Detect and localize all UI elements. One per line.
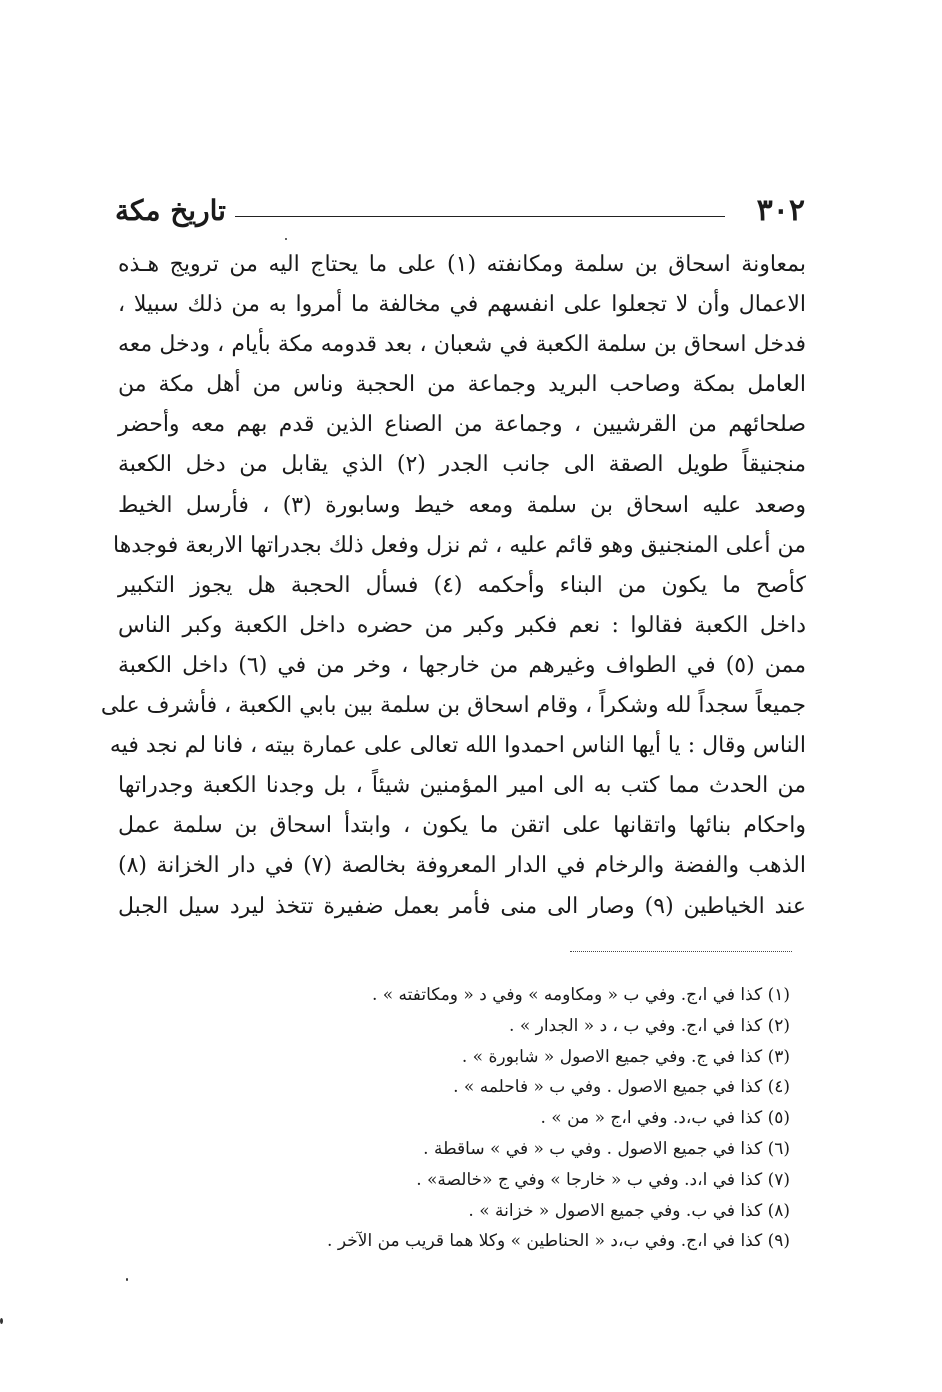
text-line: وصعد عليه اسحاق بن سلمة ومعه خيط وسابورة (٣) ، فأرسل الخيط [118, 492, 806, 518]
text-line: العامل بمكة وصاحب البريد وجماعة من الحجبة وناس من أهل مكة من [118, 372, 806, 398]
text-line: من الحدث مما كتب به الى امير المؤمنين شيئاً ، بل وجدنا الكعبة وجدراتها [118, 773, 806, 799]
text-line: جميعاً سجداً لله وشكراً ، وقام اسحاق بن سلمة بين بابي الكعبة ، فأشرف على [100, 693, 806, 719]
text-line: الذهب والفضة والرخام في الدار المعروفة بخالصة (٧) في دار الخزانة (٨) [118, 853, 806, 879]
text-line: ممن (٥) في الطواف وغيرهم من خارجها ، وخر من في (٦) داخل الكعبة [118, 652, 806, 678]
text-line: داخل الكعبة فقالوا : نعم فكبر وكبر من حضره داخل الكعبة وكبر الناس [118, 612, 806, 638]
footnotes [250, 980, 790, 1257]
running-header [115, 192, 805, 232]
header-rule [235, 216, 725, 217]
footnote: (٢) كذا في ا،ج. وفي ب ، د « الجدار » . [509, 1015, 790, 1036]
text-line: واحكام بنائها واتقانها على اتقن ما يكون ، وابتدأ اسحاق بن سلمة عمل [118, 813, 806, 839]
book-title: تاريخ مكة [115, 194, 226, 227]
main-text [100, 245, 807, 927]
text-line: الناس وقال : يا أيها الناس احمدوا الله تعالى على عمارة بيته ، فانا لم نجد فيه [109, 733, 806, 759]
footnote: (٩) كذا في ا،ج. وفي ب،د « الحناطين » وكلا هما قريب من الآخر . [327, 1231, 790, 1252]
scan-speck [285, 238, 287, 240]
footnote: (٨) كذا في ب. وفي جميع الاصول « خزانة » . [468, 1200, 790, 1221]
footnote-separator [570, 951, 792, 952]
page-number: ٣٠٢ [756, 193, 805, 228]
footnote: (٦) كذا في جميع الاصول . وفي ب « في » ساقطة . [423, 1138, 790, 1159]
text-line: منجنيقاً طويل الصقة الى جانب الجدر (٢) الذي يقابل من دخل الكعبة [118, 452, 806, 478]
text-line: عند الخياطين (٩) وصار الى منى فأمر بعمل ضفيرة تتخذ ليرد سيل الجبل [118, 893, 806, 919]
text-line: كأصح ما يكون من البناء وأحكمه (٤) فسأل الحجبة هل يجوز التكبير [118, 572, 806, 598]
text-line: الاعمال وأن لا تجعلوا على انفسهم في مخالفة ما أمروا به من ذلك سبيلا ، [118, 292, 806, 318]
text-line: فدخل اسحاق بن سلمة الكعبة في شعبان ، بعد قدومه مكة بأيام ، ودخل معه [118, 332, 806, 358]
text-line: من أعلى المنجنيق وهو قائم عليه ، ثم نزل وفعل ذلك بجدراتها الاربعة فوجدها [112, 532, 806, 558]
footnote: (٣) كذا في ج. وفي جميع الاصول « شابورة » . [461, 1046, 790, 1067]
footnote: (١) كذا في ا،ج. وفي ب « ومكاومه » وفي د « ومكاتفته » . [371, 985, 790, 1005]
scan-speck [0, 1318, 3, 1324]
text-line: بمعاونة اسحاق بن سلمة ومكانفته (١) على ما يحتاج اليه من ترويج هـذه [118, 252, 807, 277]
footnote: (٧) كذا في ا،د. وفي ب « خارجا » وفي ج «خالصة» . [416, 1169, 790, 1190]
text-line: صلحائهم من القرشيين ، وجماعة من الصناع الذين قدم بهم معه وأحضر [118, 412, 806, 438]
scan-speck [126, 1278, 128, 1281]
footnote: (٤) كذا في جميع الاصول . وفي ب « فاحلمه » . [453, 1077, 790, 1098]
footnote: (٥) كذا في ب،د. وفي ا،ج « من » . [540, 1108, 790, 1129]
